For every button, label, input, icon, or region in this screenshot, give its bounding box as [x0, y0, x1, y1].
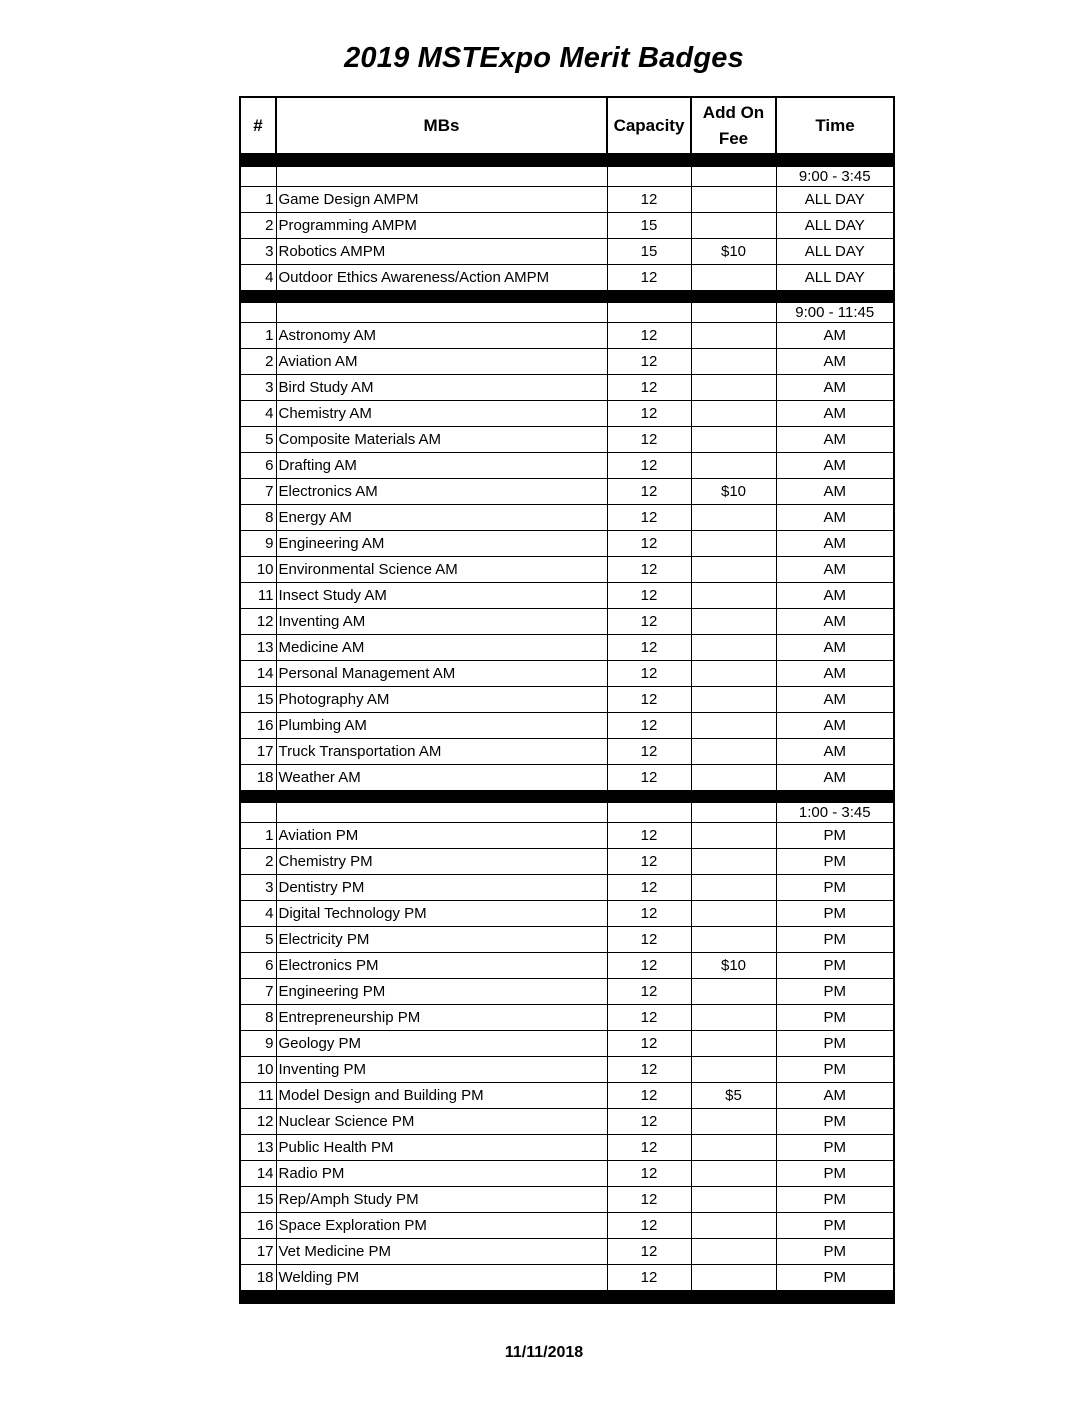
add-on-fee-value [691, 1161, 776, 1187]
merit-badge-name: Digital Technology PM [276, 901, 607, 927]
table-row [240, 531, 894, 557]
empty-cell [607, 167, 691, 187]
merit-badge-name: Radio PM [276, 1161, 607, 1187]
separator-cell [607, 791, 691, 803]
row-number: 3 [240, 239, 276, 265]
merit-badge-name: Plumbing AM [276, 713, 607, 739]
row-number: 8 [240, 505, 276, 531]
capacity-value: 12 [607, 1031, 691, 1057]
add-on-fee-value [691, 687, 776, 713]
table-row [240, 213, 894, 239]
add-on-fee-value [691, 349, 776, 375]
separator-cell [240, 154, 276, 167]
capacity-value: 12 [607, 927, 691, 953]
separator-cell [776, 154, 894, 167]
time-value: ALL DAY [776, 187, 894, 213]
separator-cell [276, 1291, 607, 1304]
capacity-value: 12 [607, 849, 691, 875]
table-row [240, 557, 894, 583]
capacity-value: 12 [607, 953, 691, 979]
table-row [240, 1005, 894, 1031]
row-number: 17 [240, 1239, 276, 1265]
capacity-value: 12 [607, 1135, 691, 1161]
capacity-value: 12 [607, 1187, 691, 1213]
capacity-value: 12 [607, 635, 691, 661]
row-number: 12 [240, 1109, 276, 1135]
row-number: 13 [240, 1135, 276, 1161]
time-value: AM [776, 583, 894, 609]
table-header-row [240, 97, 894, 154]
table-row [240, 479, 894, 505]
merit-badge-name: Astronomy AM [276, 323, 607, 349]
time-value: PM [776, 927, 894, 953]
time-value: PM [776, 1239, 894, 1265]
capacity-value: 12 [607, 661, 691, 687]
time-value: AM [776, 375, 894, 401]
section-time-range: 9:00 - 11:45 [776, 303, 894, 323]
merit-badge-name: Nuclear Science PM [276, 1109, 607, 1135]
row-number: 11 [240, 583, 276, 609]
section-time-range-row [240, 303, 894, 323]
row-number: 13 [240, 635, 276, 661]
table-row [240, 349, 894, 375]
add-on-fee-value [691, 1005, 776, 1031]
header-fee-line2: Fee [718, 128, 749, 148]
row-number: 10 [240, 557, 276, 583]
table-row [240, 609, 894, 635]
table-row [240, 765, 894, 791]
merit-badge-name: Vet Medicine PM [276, 1239, 607, 1265]
table-row [240, 583, 894, 609]
time-value: PM [776, 979, 894, 1005]
merit-badge-name: Dentistry PM [276, 875, 607, 901]
add-on-fee-value [691, 583, 776, 609]
separator-cell [776, 291, 894, 303]
merit-badge-name: Chemistry AM [276, 401, 607, 427]
table-row [240, 1213, 894, 1239]
time-value: AM [776, 635, 894, 661]
separator-cell [276, 791, 607, 803]
capacity-value: 12 [607, 823, 691, 849]
table-row [240, 323, 894, 349]
table-row [240, 187, 894, 213]
table-row [240, 953, 894, 979]
add-on-fee-value [691, 713, 776, 739]
add-on-fee-value [691, 323, 776, 349]
capacity-value: 12 [607, 401, 691, 427]
add-on-fee-value [691, 765, 776, 791]
table-row [240, 1057, 894, 1083]
merit-badge-name: Welding PM [276, 1265, 607, 1291]
merit-badge-name: Truck Transportation AM [276, 739, 607, 765]
separator-cell [607, 154, 691, 167]
time-value: AM [776, 453, 894, 479]
table-row [240, 265, 894, 291]
capacity-value: 12 [607, 505, 691, 531]
row-number: 4 [240, 401, 276, 427]
time-value: AM [776, 505, 894, 531]
add-on-fee-value [691, 635, 776, 661]
header-mbs: MBs [276, 97, 607, 154]
capacity-value: 12 [607, 1083, 691, 1109]
section-time-range: 1:00 - 3:45 [776, 803, 894, 823]
add-on-fee-value [691, 901, 776, 927]
merit-badge-name: Composite Materials AM [276, 427, 607, 453]
section-separator [240, 154, 894, 167]
time-value: PM [776, 1161, 894, 1187]
time-value: PM [776, 1057, 894, 1083]
table-row [240, 401, 894, 427]
add-on-fee-value: $10 [691, 239, 776, 265]
merit-badge-name: Public Health PM [276, 1135, 607, 1161]
row-number: 11 [240, 1083, 276, 1109]
capacity-value: 12 [607, 427, 691, 453]
section-time-range: 9:00 - 3:45 [776, 167, 894, 187]
merit-badge-name: Outdoor Ethics Awareness/Action AMPM [276, 265, 607, 291]
header-add-on-fee [691, 97, 776, 154]
capacity-value: 12 [607, 1109, 691, 1135]
table-row [240, 1031, 894, 1057]
time-value: AM [776, 557, 894, 583]
header-capacity: Capacity [607, 97, 691, 154]
capacity-value: 12 [607, 323, 691, 349]
row-number: 3 [240, 875, 276, 901]
time-value: AM [776, 661, 894, 687]
row-number: 1 [240, 823, 276, 849]
row-number: 2 [240, 849, 276, 875]
table-row [240, 927, 894, 953]
section-separator [240, 791, 894, 803]
row-number: 16 [240, 713, 276, 739]
empty-cell [240, 803, 276, 823]
empty-cell [607, 803, 691, 823]
row-number: 7 [240, 979, 276, 1005]
time-value: PM [776, 1109, 894, 1135]
merit-badge-name: Medicine AM [276, 635, 607, 661]
merit-badge-name: Space Exploration PM [276, 1213, 607, 1239]
capacity-value: 12 [607, 1265, 691, 1291]
time-value: AM [776, 687, 894, 713]
row-number: 10 [240, 1057, 276, 1083]
merit-badge-name: Inventing AM [276, 609, 607, 635]
merit-badge-name: Weather AM [276, 765, 607, 791]
add-on-fee-value [691, 213, 776, 239]
add-on-fee-value [691, 453, 776, 479]
time-value: ALL DAY [776, 213, 894, 239]
table-row [240, 1135, 894, 1161]
row-number: 9 [240, 531, 276, 557]
row-number: 6 [240, 953, 276, 979]
row-number: 1 [240, 323, 276, 349]
capacity-value: 12 [607, 1213, 691, 1239]
table-row [240, 823, 894, 849]
capacity-value: 12 [607, 609, 691, 635]
merit-badge-name: Energy AM [276, 505, 607, 531]
add-on-fee-value [691, 739, 776, 765]
table-row [240, 687, 894, 713]
capacity-value: 12 [607, 765, 691, 791]
time-value: PM [776, 1135, 894, 1161]
time-value: PM [776, 1265, 894, 1291]
merit-badge-name: Electronics PM [276, 953, 607, 979]
row-number: 5 [240, 427, 276, 453]
separator-cell [691, 291, 776, 303]
table-row [240, 1109, 894, 1135]
capacity-value: 12 [607, 557, 691, 583]
capacity-value: 12 [607, 979, 691, 1005]
table-row [240, 661, 894, 687]
merit-badge-name: Chemistry PM [276, 849, 607, 875]
header-num: # [240, 97, 276, 154]
time-value: PM [776, 849, 894, 875]
row-number: 18 [240, 1265, 276, 1291]
capacity-value: 15 [607, 213, 691, 239]
add-on-fee-value [691, 427, 776, 453]
time-value: AM [776, 739, 894, 765]
row-number: 12 [240, 609, 276, 635]
table-row [240, 239, 894, 265]
add-on-fee-value [691, 1239, 776, 1265]
add-on-fee-value [691, 979, 776, 1005]
row-number: 4 [240, 901, 276, 927]
add-on-fee-value [691, 1135, 776, 1161]
table-row [240, 979, 894, 1005]
merit-badge-name: Robotics AMPM [276, 239, 607, 265]
capacity-value: 12 [607, 1057, 691, 1083]
separator-cell [691, 1291, 776, 1304]
add-on-fee-value: $10 [691, 953, 776, 979]
add-on-fee-value [691, 401, 776, 427]
add-on-fee-value [691, 1031, 776, 1057]
table-row [240, 1239, 894, 1265]
table-row [240, 453, 894, 479]
row-number: 14 [240, 661, 276, 687]
merit-badge-name: Photography AM [276, 687, 607, 713]
row-number: 7 [240, 479, 276, 505]
time-value: AM [776, 349, 894, 375]
footer-date: 11/11/2018 [504, 1344, 584, 1361]
row-number: 6 [240, 453, 276, 479]
table-row [240, 849, 894, 875]
add-on-fee-value [691, 849, 776, 875]
row-number: 2 [240, 349, 276, 375]
merit-badge-table [239, 96, 895, 1304]
merit-badge-name: Electricity PM [276, 927, 607, 953]
merit-badge-name: Geology PM [276, 1031, 607, 1057]
row-number: 16 [240, 1213, 276, 1239]
section-separator [240, 291, 894, 303]
empty-cell [691, 303, 776, 323]
separator-cell [776, 1291, 894, 1304]
add-on-fee-value [691, 1265, 776, 1291]
capacity-value: 12 [607, 187, 691, 213]
add-on-fee-value [691, 265, 776, 291]
merit-badge-name: Electronics AM [276, 479, 607, 505]
section-time-range-row [240, 803, 894, 823]
table-row [240, 635, 894, 661]
merit-badge-name: Inventing PM [276, 1057, 607, 1083]
time-value: AM [776, 323, 894, 349]
row-number: 9 [240, 1031, 276, 1057]
row-number: 2 [240, 213, 276, 239]
header-time: Time [776, 97, 894, 154]
add-on-fee-value [691, 927, 776, 953]
merit-badge-name: Aviation AM [276, 349, 607, 375]
capacity-value: 12 [607, 349, 691, 375]
add-on-fee-value [691, 609, 776, 635]
capacity-value: 12 [607, 265, 691, 291]
merit-badge-name: Model Design and Building PM [276, 1083, 607, 1109]
time-value: AM [776, 531, 894, 557]
row-number: 5 [240, 927, 276, 953]
time-value: PM [776, 823, 894, 849]
merit-badge-name: Insect Study AM [276, 583, 607, 609]
time-value: ALL DAY [776, 239, 894, 265]
merit-badge-name: Engineering AM [276, 531, 607, 557]
table-row [240, 375, 894, 401]
table-row [240, 1161, 894, 1187]
separator-cell [691, 154, 776, 167]
capacity-value: 12 [607, 713, 691, 739]
merit-badge-name: Game Design AMPM [276, 187, 607, 213]
add-on-fee-value [691, 823, 776, 849]
add-on-fee-value [691, 875, 776, 901]
empty-cell [691, 803, 776, 823]
add-on-fee-value [691, 1057, 776, 1083]
merit-badge-name: Bird Study AM [276, 375, 607, 401]
table-row [240, 1265, 894, 1291]
capacity-value: 12 [607, 875, 691, 901]
table-row [240, 427, 894, 453]
table-row [240, 875, 894, 901]
time-value: PM [776, 901, 894, 927]
table-row [240, 739, 894, 765]
empty-cell [276, 803, 607, 823]
separator-cell [276, 154, 607, 167]
add-on-fee-value [691, 1213, 776, 1239]
row-number: 3 [240, 375, 276, 401]
table-row [240, 1187, 894, 1213]
row-number: 14 [240, 1161, 276, 1187]
table-row [240, 505, 894, 531]
row-number: 18 [240, 765, 276, 791]
row-number: 8 [240, 1005, 276, 1031]
capacity-value: 12 [607, 1005, 691, 1031]
add-on-fee-value: $5 [691, 1083, 776, 1109]
row-number: 15 [240, 1187, 276, 1213]
capacity-value: 12 [607, 375, 691, 401]
time-value: PM [776, 1187, 894, 1213]
add-on-fee-value [691, 557, 776, 583]
separator-cell [240, 291, 276, 303]
time-value: PM [776, 1005, 894, 1031]
separator-cell [240, 1291, 276, 1304]
empty-cell [276, 303, 607, 323]
section-time-range-row [240, 167, 894, 187]
capacity-value: 12 [607, 583, 691, 609]
row-number: 1 [240, 187, 276, 213]
empty-cell [240, 303, 276, 323]
add-on-fee-value [691, 531, 776, 557]
time-value: AM [776, 479, 894, 505]
table-row [240, 713, 894, 739]
separator-cell [607, 1291, 691, 1304]
merit-badge-name: Drafting AM [276, 453, 607, 479]
table-row [240, 1083, 894, 1109]
separator-cell [240, 791, 276, 803]
capacity-value: 12 [607, 1161, 691, 1187]
merit-badge-name: Programming AMPM [276, 213, 607, 239]
row-number: 4 [240, 265, 276, 291]
empty-cell [691, 167, 776, 187]
table-row [240, 901, 894, 927]
time-value: AM [776, 609, 894, 635]
row-number: 15 [240, 687, 276, 713]
time-value: PM [776, 953, 894, 979]
time-value: AM [776, 401, 894, 427]
add-on-fee-value [691, 1187, 776, 1213]
capacity-value: 12 [607, 453, 691, 479]
capacity-value: 12 [607, 739, 691, 765]
page-title: 2019 MSTExpo Merit Badges [344, 42, 744, 74]
empty-cell [276, 167, 607, 187]
merit-badge-name: Rep/Amph Study PM [276, 1187, 607, 1213]
capacity-value: 12 [607, 687, 691, 713]
time-value: AM [776, 713, 894, 739]
separator-cell [776, 791, 894, 803]
header-fee-line1: Add On [702, 102, 765, 122]
add-on-fee-value: $10 [691, 479, 776, 505]
empty-cell [607, 303, 691, 323]
table-body [240, 154, 894, 1303]
time-value: PM [776, 1031, 894, 1057]
capacity-value: 12 [607, 531, 691, 557]
time-value: PM [776, 1213, 894, 1239]
time-value: AM [776, 427, 894, 453]
empty-cell [240, 167, 276, 187]
add-on-fee-value [691, 1109, 776, 1135]
add-on-fee-value [691, 375, 776, 401]
time-value: ALL DAY [776, 265, 894, 291]
capacity-value: 12 [607, 901, 691, 927]
separator-cell [691, 791, 776, 803]
add-on-fee-value [691, 187, 776, 213]
merit-badge-name: Entrepreneurship PM [276, 1005, 607, 1031]
merit-badge-name: Engineering PM [276, 979, 607, 1005]
time-value: AM [776, 765, 894, 791]
time-value: PM [776, 875, 894, 901]
table-end-separator [240, 1291, 894, 1304]
row-number: 17 [240, 739, 276, 765]
separator-cell [276, 291, 607, 303]
merit-badge-name: Aviation PM [276, 823, 607, 849]
time-value: AM [776, 1083, 894, 1109]
capacity-value: 12 [607, 479, 691, 505]
add-on-fee-value [691, 505, 776, 531]
merit-badge-name: Personal Management AM [276, 661, 607, 687]
capacity-value: 15 [607, 239, 691, 265]
capacity-value: 12 [607, 1239, 691, 1265]
add-on-fee-value [691, 661, 776, 687]
merit-badge-name: Environmental Science AM [276, 557, 607, 583]
separator-cell [607, 291, 691, 303]
